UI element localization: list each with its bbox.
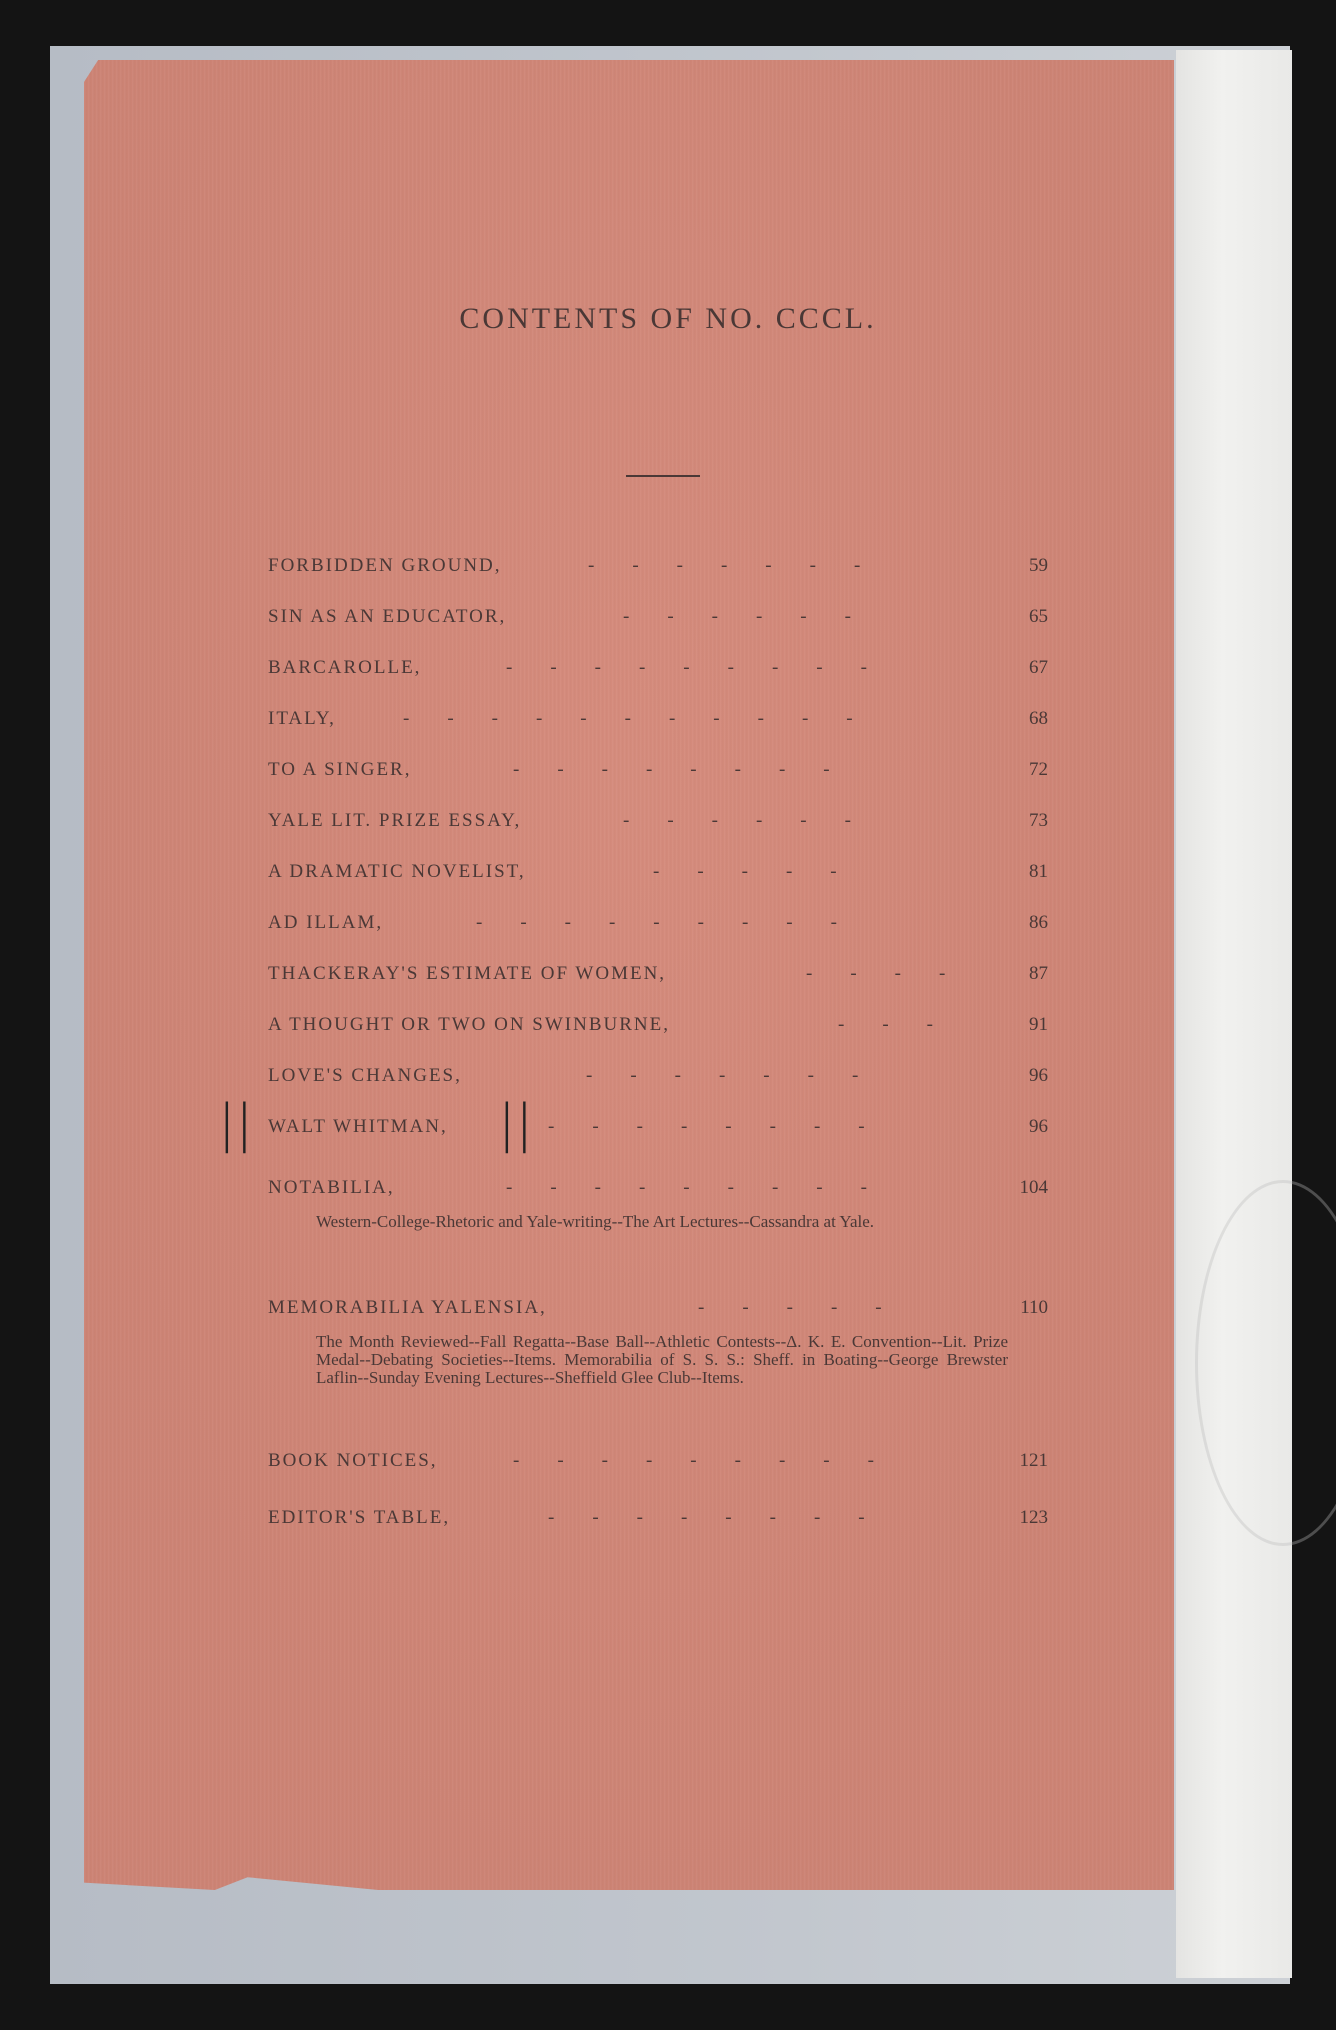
leader-dots: - - - - - - - - bbox=[548, 1116, 865, 1137]
leader-dots: - - - - - - - - - - - bbox=[403, 708, 853, 729]
toc-entry-title: LOVE'S CHANGES, bbox=[268, 1065, 462, 1086]
handwritten-mark-right: || bbox=[498, 1094, 534, 1154]
toc-entry-page: 110 bbox=[1020, 1297, 1048, 1318]
toc-entry bbox=[268, 1297, 1048, 1327]
handwritten-mark-left: || bbox=[218, 1094, 254, 1154]
toc-entry-title: THACKERAY'S ESTIMATE OF WOMEN, bbox=[268, 963, 667, 984]
leader-dots: - - - - - - - bbox=[588, 555, 861, 576]
toc-entry bbox=[268, 963, 1048, 993]
toc-entry-title: EDITOR'S TABLE, bbox=[268, 1507, 451, 1528]
title-rule bbox=[626, 475, 700, 477]
toc-entry-page: 96 bbox=[1029, 1116, 1048, 1137]
toc-entry-page: 121 bbox=[1019, 1450, 1048, 1471]
toc-entry-page: 68 bbox=[1029, 708, 1048, 729]
leader-dots: - - - - - bbox=[698, 1297, 882, 1318]
toc-entry bbox=[268, 810, 1048, 840]
toc-entry bbox=[268, 1177, 1048, 1207]
toc-entry-page: 73 bbox=[1029, 810, 1048, 831]
toc-entry bbox=[268, 759, 1048, 789]
toc-entry-page: 91 bbox=[1029, 1014, 1048, 1035]
toc-entry bbox=[268, 1014, 1048, 1044]
toc-entry-page: 96 bbox=[1029, 1065, 1048, 1086]
toc-entry-page: 59 bbox=[1029, 555, 1048, 576]
toc-entry-title: FORBIDDEN GROUND, bbox=[268, 555, 502, 576]
toc-entry bbox=[268, 1065, 1048, 1095]
leader-dots: - - - - - - - - - bbox=[513, 1450, 874, 1471]
toc-entry bbox=[268, 1116, 1048, 1146]
toc-entry bbox=[268, 657, 1048, 687]
toc-entry-page: 81 bbox=[1029, 861, 1048, 882]
toc-entry-page: 72 bbox=[1029, 759, 1048, 780]
toc-entry bbox=[268, 708, 1048, 738]
toc-entry bbox=[268, 912, 1048, 942]
toc-entry-title: AD ILLAM, bbox=[268, 912, 384, 933]
leader-dots: - - - - - - - - - bbox=[506, 1177, 867, 1198]
toc-entry-page: 65 bbox=[1029, 606, 1048, 627]
toc-entry-title: A THOUGHT OR TWO ON SWINBURNE, bbox=[268, 1014, 670, 1035]
toc-entry-page: 104 bbox=[1019, 1177, 1048, 1198]
white-backing-strip bbox=[1176, 50, 1292, 1978]
notabilia-subtopics: Western-College-Rhetoric and Yale-writing--The Art Lectures--Cassandra at Yale. bbox=[316, 1212, 875, 1231]
leader-dots: - - - - - bbox=[653, 861, 837, 882]
toc-entry-title: MEMORABILIA YALENSIA, bbox=[268, 1297, 547, 1318]
memorabilia-subtopics: The Month Reviewed--Fall Regatta--Base Ball--Athletic Contests--Δ. K. E. Convention--Lit. Prize Medal--Debating Societies--Items. Memorabilia of S. S. S.: Sheff. in Boating--George Brewster Laflin--Sunday Evening Lectures--Sheffield Glee Club--Items. bbox=[316, 1332, 1008, 1387]
leader-dots: - - - - - - - - - bbox=[476, 912, 837, 933]
toc-entry-title: YALE LIT. PRIZE ESSAY, bbox=[268, 810, 522, 831]
leader-dots: - - - - - - bbox=[623, 606, 851, 627]
toc-entry-page: 87 bbox=[1029, 963, 1048, 984]
toc-entry-title: BOOK NOTICES, bbox=[268, 1450, 438, 1471]
toc-entry-page: 67 bbox=[1029, 657, 1048, 678]
toc-entry-title: WALT WHITMAN, bbox=[268, 1116, 448, 1137]
leader-dots: - - - - - - - - bbox=[548, 1507, 865, 1528]
toc-entry bbox=[268, 861, 1048, 891]
toc-entry-page: 123 bbox=[1019, 1507, 1048, 1528]
toc-entry-title: A DRAMATIC NOVELIST, bbox=[268, 861, 526, 882]
leader-dots: - - - - - - - bbox=[586, 1065, 859, 1086]
toc-entry bbox=[268, 1507, 1048, 1537]
leader-dots: - - - bbox=[838, 1014, 933, 1035]
toc-entry-title: SIN AS AN EDUCATOR, bbox=[268, 606, 507, 627]
toc-entry-title: ITALY, bbox=[268, 708, 336, 729]
page-title: CONTENTS OF NO. CCCL. bbox=[459, 302, 877, 335]
toc-entry-title: TO A SINGER, bbox=[268, 759, 412, 780]
toc-entry-title: NOTABILIA, bbox=[268, 1177, 395, 1198]
leader-dots: - - - - - - - - - bbox=[506, 657, 867, 678]
toc-entry bbox=[268, 555, 1048, 585]
toc-entry bbox=[268, 606, 1048, 636]
toc-entry-page: 86 bbox=[1029, 912, 1048, 933]
leader-dots: - - - - - - - - bbox=[513, 759, 830, 780]
leader-dots: - - - - bbox=[806, 963, 946, 984]
toc-entry bbox=[268, 1450, 1048, 1480]
leader-dots: - - - - - - bbox=[623, 810, 851, 831]
toc-entry-title: BARCAROLLE, bbox=[268, 657, 422, 678]
